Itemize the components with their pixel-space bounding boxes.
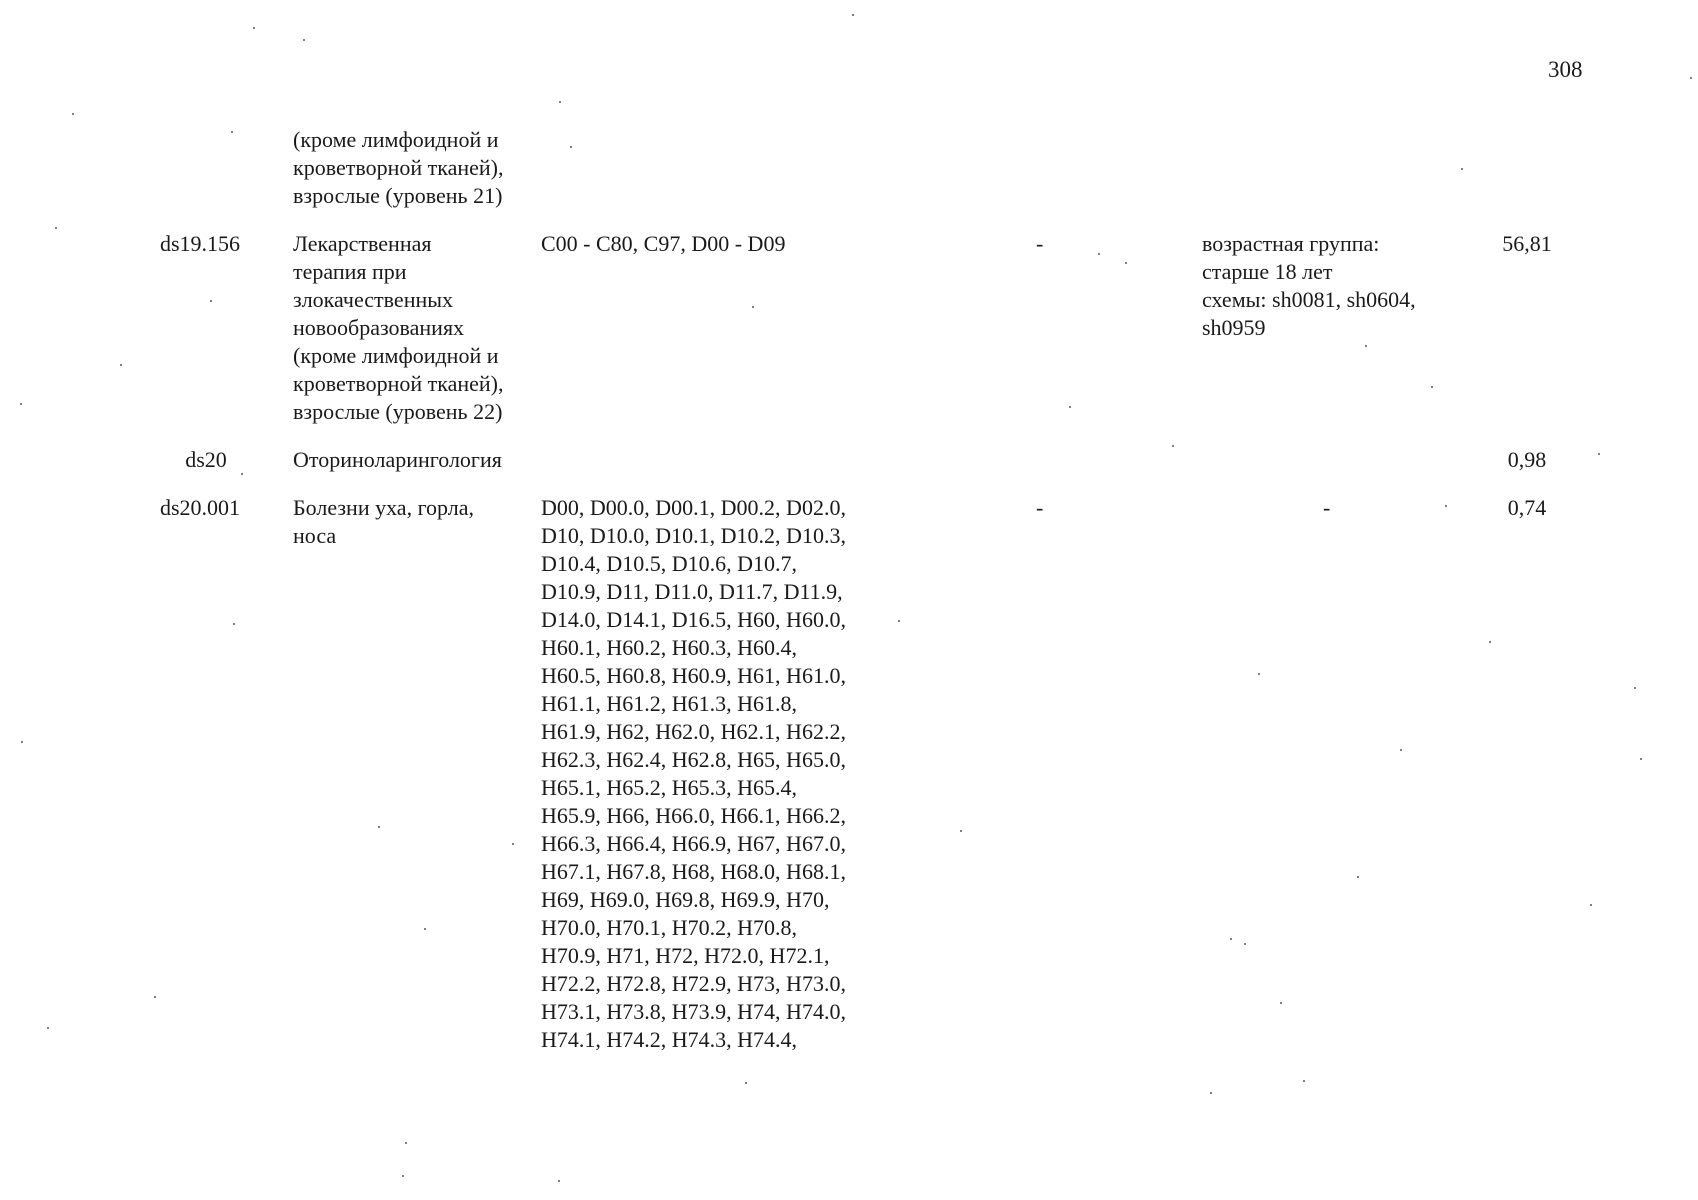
- row-2-name-line: Оториноларингология: [293, 447, 502, 472]
- row-1-name-line: взрослые (уровень 22): [293, 399, 503, 424]
- scan-speck: [1489, 641, 1491, 643]
- row-1-name-line: кроветворной тканей),: [293, 371, 504, 396]
- scan-speck: [72, 113, 74, 115]
- scan-speck: [55, 227, 57, 229]
- scan-speck: [1280, 1002, 1282, 1004]
- row-3-mkb-extra: -: [1036, 495, 1044, 520]
- row-1-code: ds19.156: [160, 231, 241, 256]
- row-3-criteria-line: -: [1323, 495, 1331, 520]
- row-1-criteria-line: схемы: sh0081, sh0604,: [1202, 287, 1416, 312]
- scan-speck: [1303, 1080, 1305, 1082]
- row-2-coefficient: 0,98: [1507, 447, 1547, 472]
- row-0-name: [293, 126, 503, 210]
- scan-speck: [1365, 345, 1367, 347]
- row-3-criteria: [1323, 494, 1330, 522]
- scan-speck: [233, 623, 235, 625]
- scan-speck: [752, 306, 754, 308]
- scan-speck: [47, 1027, 49, 1029]
- row-3-icd-line: H73.1, H73.8, H73.9, H74, H74.0,: [541, 999, 846, 1024]
- row-3-icd-line: H66.3, H66.4, H66.9, H67, H67.0,: [541, 831, 846, 856]
- row-3-icd-line: H67.1, H67.8, H68, H68.0, H68.1,: [541, 859, 846, 884]
- scan-speck: [405, 1142, 407, 1144]
- row-1-name-line: новообразованиях: [293, 315, 465, 340]
- row-3-icd-line: H65.1, H65.2, H65.3, H65.4,: [541, 775, 798, 800]
- row-1-mkb-extra: -: [1036, 231, 1044, 256]
- scan-speck: [898, 620, 900, 622]
- row-3-name-line: Болезни уха, горла,: [293, 495, 474, 520]
- row-1-criteria-line: sh0959: [1202, 315, 1266, 340]
- row-3-icd-line: D10.4, D10.5, D10.6, D10.7,: [541, 551, 798, 576]
- row-1-criteria-line: возрастная группа:: [1202, 231, 1380, 256]
- scan-speck: [1244, 943, 1246, 945]
- row-3-icd-line: H74.1, H74.2, H74.3, H74.4,: [541, 1027, 798, 1052]
- scan-speck: [424, 928, 426, 930]
- scan-speck: [154, 996, 156, 998]
- row-3-icd-line: H72.2, H72.8, H72.9, H73, H73.0,: [541, 971, 846, 996]
- page-number: 308: [1548, 57, 1583, 82]
- scan-speck: [1210, 1092, 1212, 1094]
- row-2-code: ds20: [185, 447, 227, 472]
- scan-speck: [1590, 904, 1592, 906]
- row-3-icd-line: H60.1, H60.2, H60.3, H60.4,: [541, 635, 798, 660]
- row-3-name-line: носа: [293, 523, 337, 548]
- row-1-name-line: терапия при: [293, 259, 407, 284]
- row-2-name: [293, 446, 502, 474]
- row-3-icd-line: D00, D00.0, D00.1, D00.2, D02.0,: [541, 495, 846, 520]
- row-1-coefficient: 56,81: [1502, 231, 1552, 256]
- row-0-name-line: взрослые (уровень 21): [293, 183, 503, 208]
- scan-speck: [253, 27, 255, 29]
- row-3-name: [293, 494, 474, 550]
- scan-speck: [1445, 505, 1447, 507]
- row-3-icd-line: H62.3, H62.4, H62.8, H65, H65.0,: [541, 747, 846, 772]
- scan-speck: [303, 39, 305, 41]
- scan-speck: [1172, 445, 1174, 447]
- row-3-icd-line: D14.0, D14.1, D16.5, H60, H60.0,: [541, 607, 846, 632]
- scan-speck: [1125, 262, 1127, 264]
- row-3-coefficient: 0,74: [1507, 495, 1547, 520]
- scan-speck: [1598, 453, 1600, 455]
- row-3-code: ds20.001: [160, 495, 241, 520]
- scan-speck: [1431, 386, 1433, 388]
- row-1-criteria-line: старше 18 лет: [1202, 259, 1333, 284]
- scan-speck: [210, 300, 212, 302]
- scan-speck: [120, 364, 122, 366]
- scan-speck: [1634, 687, 1636, 689]
- scan-speck: [1461, 168, 1463, 170]
- scan-speck: [21, 741, 23, 743]
- row-3-icd-line: H65.9, H66, H66.0, H66.1, H66.2,: [541, 803, 846, 828]
- row-0-name-line: кроветворной тканей),: [293, 155, 504, 180]
- scan-speck: [20, 403, 22, 405]
- scan-speck: [1640, 758, 1642, 760]
- row-0-name-line: (кроме лимфоидной и: [293, 127, 499, 152]
- scan-speck: [1098, 253, 1100, 255]
- scan-speck: [378, 826, 380, 828]
- row-3-icd: [541, 494, 846, 1054]
- scan-speck: [570, 146, 572, 148]
- row-3-icd-line: H70.9, H71, H72, H72.0, H72.1,: [541, 943, 830, 968]
- scan-speck: [745, 1082, 747, 1084]
- row-1-name-line: Лекарственная: [293, 231, 432, 256]
- scan-speck: [231, 131, 233, 133]
- scan-speck: [558, 1180, 560, 1182]
- scan-speck: [1230, 938, 1232, 940]
- row-3-icd-line: H61.9, H62, H62.0, H62.1, H62.2,: [541, 719, 846, 744]
- row-3-icd-line: H70.0, H70.1, H70.2, H70.8,: [541, 915, 798, 940]
- row-1-criteria: [1202, 230, 1416, 342]
- scan-speck: [512, 843, 514, 845]
- row-3-icd-line: H60.5, H60.8, H60.9, H61, H61.0,: [541, 663, 846, 688]
- scan-speck: [241, 473, 243, 475]
- row-1-icd: [541, 230, 785, 258]
- row-1-name-line: злокачественных: [293, 287, 454, 312]
- row-3-icd-line: H69, H69.0, H69.8, H69.9, H70,: [541, 887, 830, 912]
- row-3-icd-line: D10.9, D11, D11.0, D11.7, D11.9,: [541, 579, 843, 604]
- row-1-name-line: (кроме лимфоидной и: [293, 343, 499, 368]
- row-1-icd-line: C00 - C80, C97, D00 - D09: [541, 231, 786, 256]
- scan-speck: [852, 14, 854, 16]
- scan-speck: [1069, 406, 1071, 408]
- scan-speck: [1357, 876, 1359, 878]
- scan-speck: [402, 1175, 404, 1177]
- scan-speck: [1258, 673, 1260, 675]
- scan-speck: [1690, 77, 1692, 79]
- scan-speck: [1400, 749, 1402, 751]
- row-1-name: [293, 230, 503, 426]
- row-3-icd-line: H61.1, H61.2, H61.3, H61.8,: [541, 691, 798, 716]
- scan-speck: [960, 830, 962, 832]
- scan-speck: [559, 101, 561, 103]
- row-3-icd-line: D10, D10.0, D10.1, D10.2, D10.3,: [541, 523, 846, 548]
